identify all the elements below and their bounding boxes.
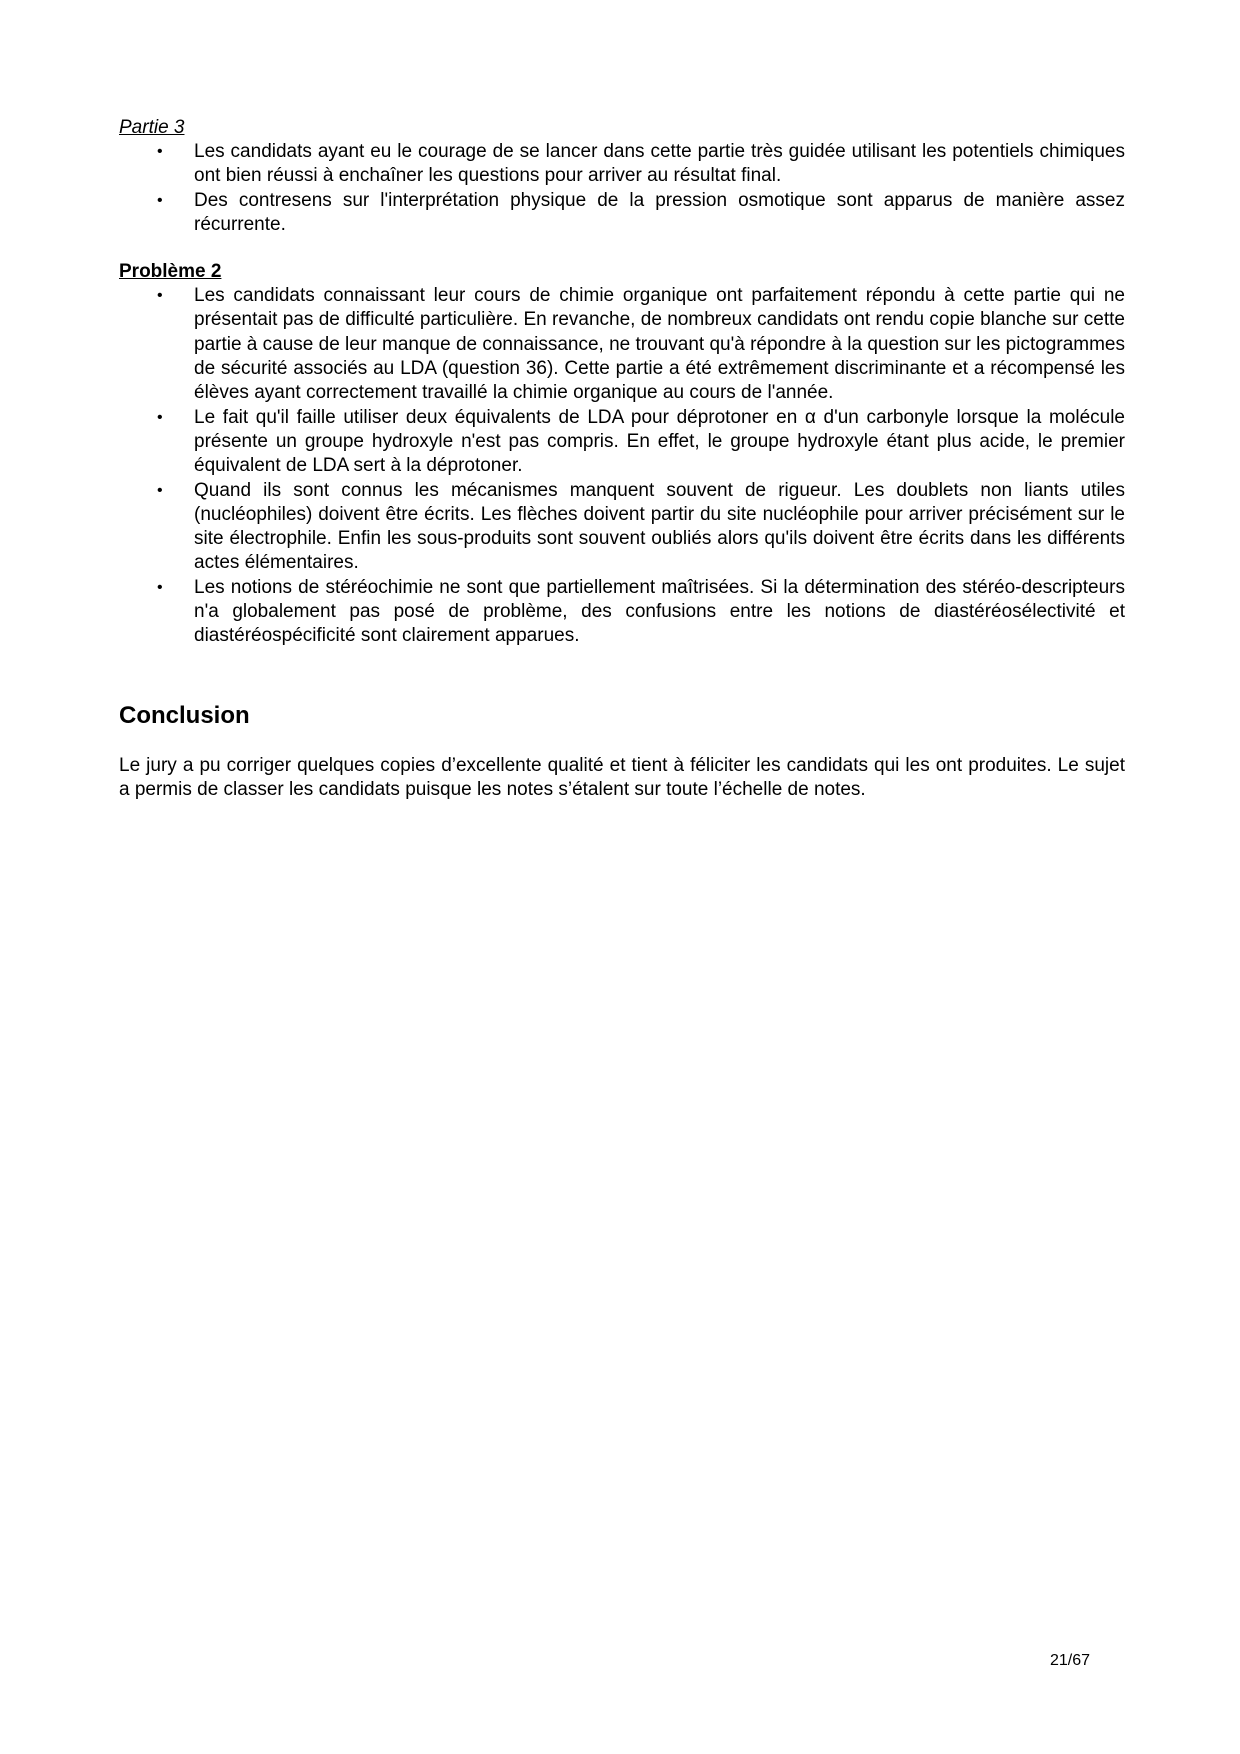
list-item — [119, 284, 1125, 405]
bullet-icon: • — [157, 143, 163, 160]
list-item — [119, 189, 1125, 238]
probleme-2-title: Problème 2 — [119, 261, 222, 283]
conclusion-heading: Conclusion — [119, 701, 250, 729]
list-item-text: Le fait qu'il faille utiliser deux équivalents de LDA pour déprotoner en α d'un carbonyle lorsque la molécule présente un groupe hydroxyle n'est pas compris. En effet, le groupe hydroxyle étant plus acide, le premier équivalent de LDA sert à la déprotoner. — [194, 406, 1125, 477]
bullet-icon: • — [157, 408, 163, 426]
partie-3-list — [119, 140, 1125, 237]
list-item-text: Les notions de stéréochimie ne sont que partiellement maîtrisées. Si la détermination des stéréo-descripteurs n'a globalement pas posé de problème, des confusions entre les notions de diastéréosélectivité et diastéréospécificité sont clairement apparues. — [194, 576, 1125, 647]
list-item-text: Quand ils sont connus les mécanismes manquent souvent de rigueur. Les doublets non liants utiles (nucléophiles) doivent être écrits. Les flèches doivent partir du site nucléophile pour arriver précisément sur le site électrophile. Enfin les sous-produits sont souvent oubliés alors qu'ils doivent être écrits dans les différents actes élémentaires. — [194, 479, 1125, 574]
list-item — [119, 406, 1125, 479]
list-item-text: Des contresens sur l'interprétation physique de la pression osmotique sont apparus de manière assez récurrente. — [194, 189, 1125, 235]
bullet-icon: • — [157, 578, 163, 596]
document-page — [119, 116, 1125, 802]
bullet-icon: • — [157, 191, 163, 209]
probleme-2-list — [119, 284, 1125, 648]
page-number: 21/67 — [1050, 1652, 1091, 1669]
bullet-icon: • — [157, 287, 163, 305]
list-item-text: Les candidats connaissant leur cours de chimie organique ont parfaitement répondu à cette partie qui ne présentait pas de difficulté particulière. En revanche, de nombreux candidats ont rendu copie blanche sur cette partie à cause de leur manque de connaissance, ne trouvant qu'à répondre à la question sur les pictogrammes de sécurité associés au LDA (question 36). Cette partie a été extrêmement discriminante et a récompensé les élèves ayant correctement travaillé la chimie organique au cours de l'année. — [194, 285, 1125, 404]
list-item — [119, 576, 1125, 649]
list-item — [119, 479, 1125, 576]
bullet-icon: • — [157, 481, 163, 499]
conclusion-paragraph: Le jury a pu corriger quelques copies d’excellente qualité et tient à féliciter les candidats qui les ont produites. Le sujet a permis de classer les candidats puisque les notes s’étalent sur toute l’échelle de notes. — [119, 754, 1125, 800]
list-item-text: Les candidats ayant eu le courage de se lancer dans cette partie très guidée utilisant les potentiels chimiques ont bien réussi à enchaîner les questions pour arriver au résultat final. — [194, 141, 1125, 187]
list-item — [119, 140, 1125, 189]
partie-3-title: Partie 3 — [119, 117, 185, 138]
